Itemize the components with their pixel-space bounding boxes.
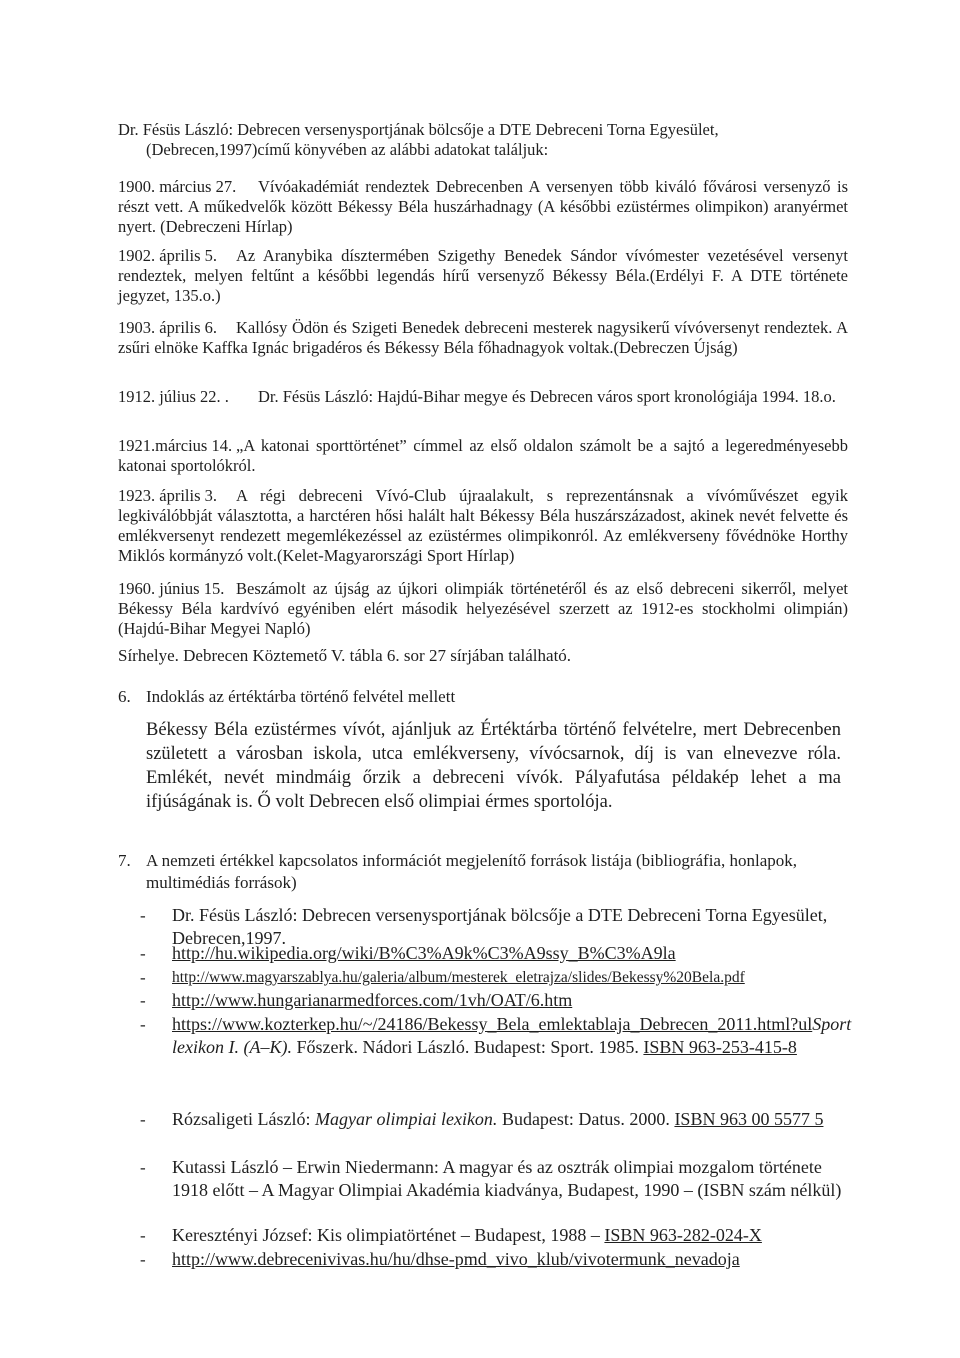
reference-5 <box>172 1013 852 1059</box>
section-6-body: Békessy Béla ezüstérmes vívót, ajánljuk az Értéktárba történő felvételre, mert Debrecenben született a városban iskola, utca emlékverseny, vívócsarnok, díj is van elnevezve róla. Emlékét, nevét mindmáig őrzik a debreceni vívók. Pályafutása példakép lehet a ma ifjúságának is. Ő volt Debrecen első olimpiai érmes sportolója. <box>146 720 841 812</box>
reference-5-details: Főszerk. Nádori László. Budapest: Sport. 1985. <box>291 1037 644 1057</box>
reference-6-isbn: ISBN 963 00 5577 5 <box>674 1109 824 1129</box>
reference-5-title: Sport lexikon I. (A–K). <box>172 1014 852 1057</box>
reference-2-link[interactable] <box>172 942 852 965</box>
section-6-title: Indoklás az értéktárba történő felvétel mellett <box>146 687 456 706</box>
reference-bullet: - <box>140 1015 146 1034</box>
reference-6-details: Budapest: Datus. 2000. <box>497 1109 675 1129</box>
grave-location: Sírhelye. Debrecen Köztemető V. tábla 6. sor 27 sírjában található. <box>118 646 572 665</box>
entry-1-date: 1900. március 27. <box>118 177 237 196</box>
reference-5-url[interactable]: https://www.kozterkep.hu/~/24186/Bekessy_Bela_emlektablaja_Debrecen_2011.html?ul <box>172 1014 813 1034</box>
reference-4-link[interactable] <box>172 989 852 1012</box>
reference-3-url[interactable]: http://www.magyarszablya.hu/galeria/album/mesterek_eletrajza/slides/Bekessy%20Bela.pdf <box>172 969 745 986</box>
reference-6 <box>172 1108 852 1131</box>
reference-1: Dr. Fésüs László: Debrecen versenysportjának bölcsője a DTE Debreceni Torna Egyesület, Debrecen,1997. <box>172 905 828 948</box>
reference-bullet: - <box>140 991 146 1010</box>
reference-4-url[interactable]: http://www.hungarianarmedforces.com/1vh/OAT/6.htm <box>172 990 573 1010</box>
reference-8-text: Keresztényi József: Kis olimpiatörténet – Budapest, 1988 – <box>172 1225 605 1245</box>
reference-6-title: Magyar olimpiai lexikon. <box>314 1109 498 1129</box>
entry-3-text: Kallósy Ödön és Szigeti Benedek debreceni mesterek nagysikerű vívóversenyt rendeztek. A zsűri elnöke Kaffka Ignác brigadéros és Békessy Béla főhadnagyok voltak.(Debreczen Újság) <box>118 318 848 357</box>
entry-5-text: „A katonai sporttörténet” címmel az első oldalon számolt be a sajtó a legeredményesebb katonai sportolókról. <box>118 436 848 475</box>
reference-5-isbn: ISBN 963-253-415-8 <box>643 1037 797 1057</box>
reference-3-link[interactable] <box>172 966 852 989</box>
section-7-number: 7. <box>118 851 131 870</box>
reference-2-url[interactable]: http://hu.wikipedia.org/wiki/B%C3%A9k%C3%A9ssy_B%C3%A9la <box>172 943 676 963</box>
reference-bullet: - <box>140 1250 146 1269</box>
reference-9-url[interactable]: http://www.debrecenivivas.hu/hu/dhse-pmd_vivo_klub/vivotermunk_nevadoja <box>172 1249 740 1269</box>
reference-7: Kutassi László – Erwin Niedermann: A magyar és az osztrák olimpiai mozgalom története 1918 előtt – A Magyar Olimpiai Akadémia kiadványa, Budapest, 1990 – (ISBN szám nélkül) <box>172 1157 842 1200</box>
entry-4-date: 1912. július 22. . <box>118 387 229 406</box>
entry-6-date: 1923. április 3. <box>118 486 217 505</box>
section-7-title-line-1: A nemzeti értékkel kapcsolatos információt megjelenítő források listája (bibliográfia, honlapok, <box>146 851 797 870</box>
reference-bullet: - <box>140 968 146 987</box>
entry-7-date: 1960. június 15. <box>118 579 225 598</box>
reference-6-author: Rózsaligeti László: <box>172 1109 315 1129</box>
entry-2-date: 1902. április 5. <box>118 246 217 265</box>
entry-2-text: Az Aranybika dísztermében Szigethy Benedek Sándor vívómester vezetésével versenyt rendeztek, melyen feltűnt a későbbi legendás hírű versenyző Békessy Béla.(Erdélyi F. A DTE története jegyzet, 135.o.) <box>118 246 848 305</box>
reference-9-link[interactable] <box>172 1248 852 1271</box>
entry-6-text: A régi debreceni Vívó-Club újraalakult, s reprezentánsnak a vívóművészet egyik legkiválóbbját választotta, a harctéren hősi halált halt Békessy Béla huszárszázadost, akinek nevét felvette és emlékversenyt rendezett megemlékezéssel az ezüstérmes olimpikonról. Az emlékverseny fővédnöke Horthy Miklós kormányzó volt.(Kelet-Magyarországi Sport Hírlap) <box>118 486 848 565</box>
reference-8 <box>172 1224 852 1247</box>
reference-bullet: - <box>140 1158 146 1177</box>
reference-bullet: - <box>140 1110 146 1129</box>
entry-3-date: 1903. április 6. <box>118 318 217 337</box>
entry-1-text: Vívóakadémiát rendeztek Debrecenben A versenyen több kiváló fővárosi versenyző is részt vett. A műkedvelők között Békessy Béla huszárhadnagy (A későbbi ezüstérmes olimpikon) aranyérmet nyert. (Debreczeni Hírlap) <box>118 177 848 236</box>
intro-line-1: Dr. Fésüs László: Debrecen versenysportjának bölcsője a DTE Debreceni Torna Egyesület, <box>118 120 719 139</box>
reference-bullet: - <box>140 906 146 925</box>
entry-4-text: Dr. Fésüs László: Hajdú-Bihar megye és Debrecen város sport kronológiája 1994. 18.o. <box>258 387 836 406</box>
intro-line-2: (Debrecen,1997)című könyvében az alábbi adatokat találjuk: <box>146 140 549 159</box>
section-7-title-line-2: multimédiás források) <box>146 873 297 892</box>
entry-7-text: Beszámolt az újság az újkori olimpiák történetéről és az első debreceni sikerről, melyet Békessy Béla kardvívó egyéniben elért második helyezésével szerzett az 1912-es stockholmi olimpián)(Hajdú-Bihar Megyei Napló) <box>118 579 848 638</box>
entry-5-date: 1921.március 14. <box>118 436 233 455</box>
section-6-number: 6. <box>118 687 131 706</box>
reference-bullet: - <box>140 944 146 963</box>
reference-bullet: - <box>140 1226 146 1245</box>
reference-8-isbn: ISBN 963-282-024-X <box>604 1225 762 1245</box>
